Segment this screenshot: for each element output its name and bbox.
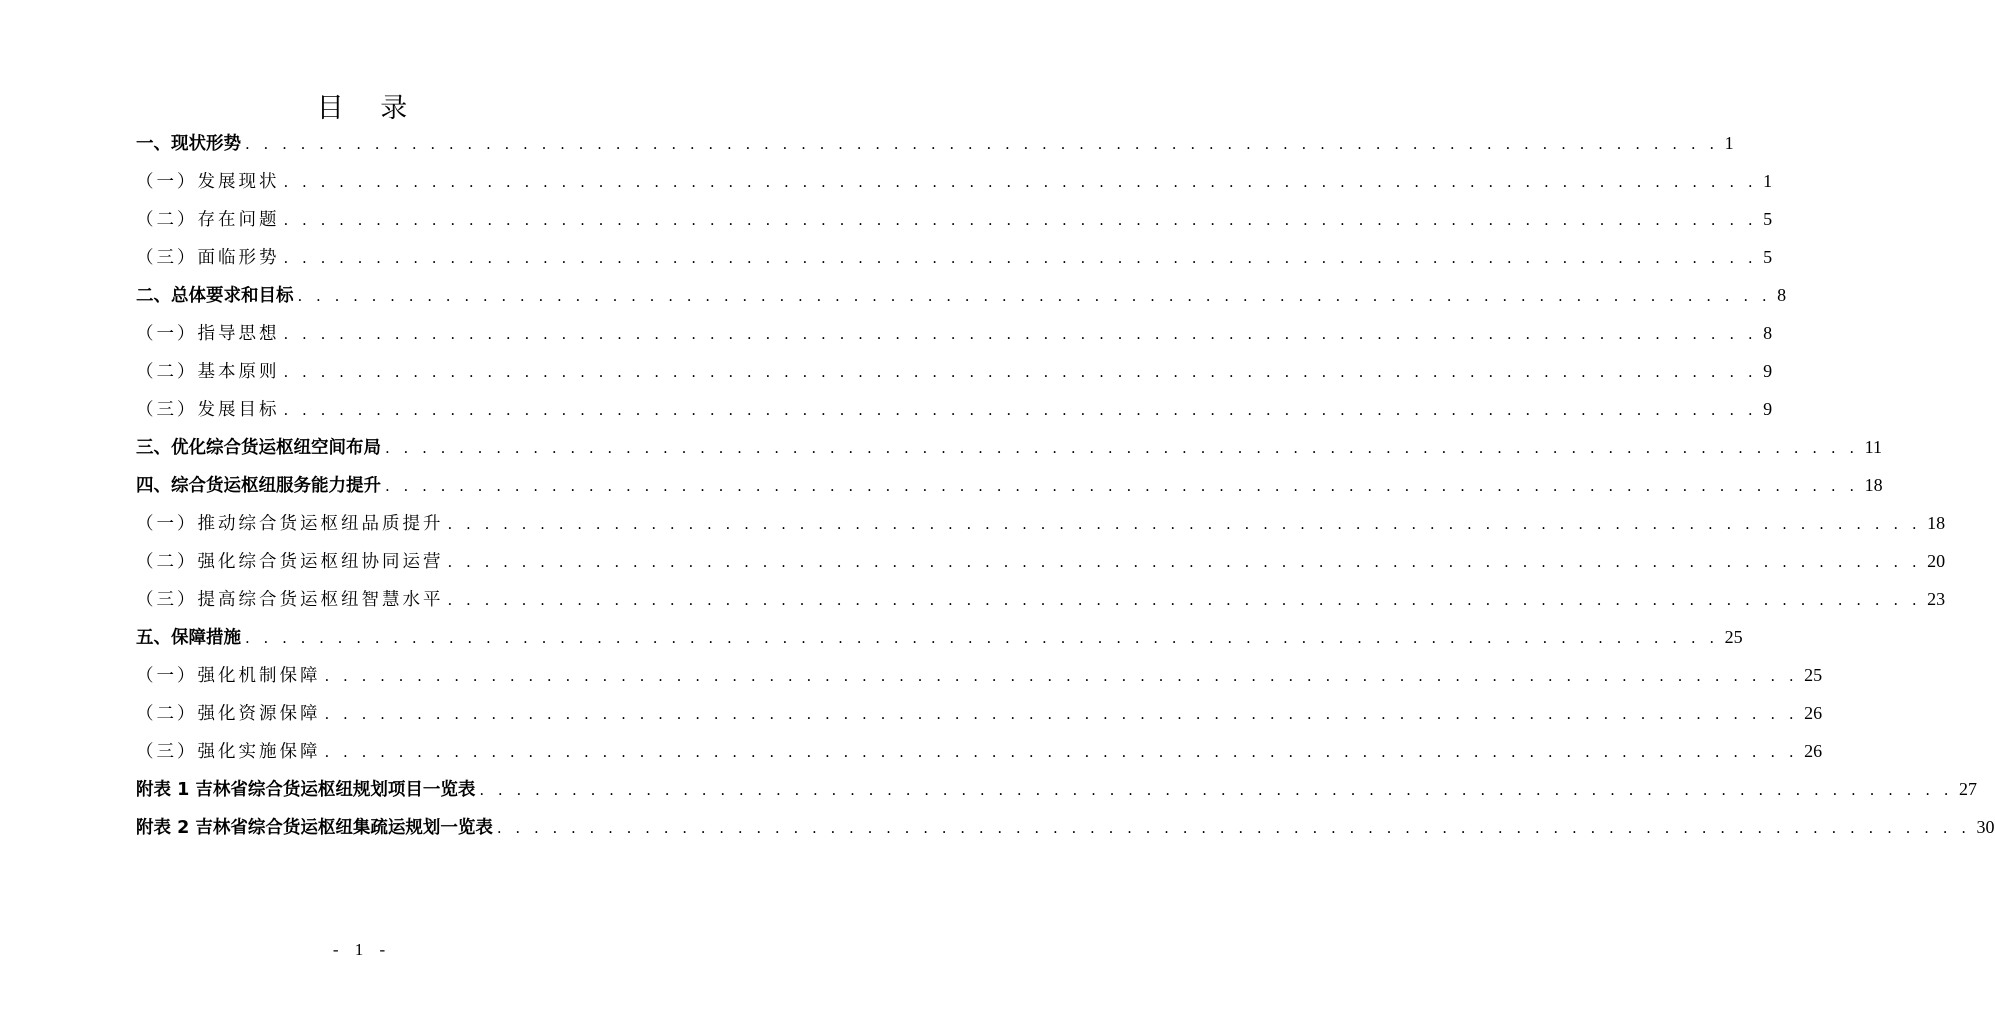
toc-entry-label: （一）推动综合货运枢纽品质提升 <box>136 514 444 534</box>
toc-entry-label: 一、现状形势 <box>136 134 241 154</box>
toc-entry-page: 25 <box>1804 665 1823 685</box>
toc-entry[interactable] <box>136 776 1977 804</box>
toc-entry-page: 23 <box>1927 589 1946 609</box>
toc-entry[interactable] <box>136 586 1946 614</box>
toc-entry[interactable] <box>136 548 1946 576</box>
toc-entry[interactable] <box>136 434 1882 462</box>
toc-entry-page: 25 <box>1724 627 1743 647</box>
toc-leader-dots: . . . . . . . . . . . . . . . . . . . . . . . . . . . . . . . . . . . . . . . . . . . . . . . . . . . . . . . . . . . . . . . . . . . . . . . . . . . . . . . . <box>245 135 1719 153</box>
toc-entry-page: 9 <box>1763 399 1773 419</box>
toc-entry[interactable] <box>136 510 1946 538</box>
toc-entry-page: 26 <box>1804 741 1823 761</box>
toc-leader-dots: . . . . . . . . . . . . . . . . . . . . . . . . . . . . . . . . . . . . . . . . . . . . . . . . . . . . . . . . . . . . . . . . . . . . . . . . . . . . . . . . <box>385 439 1859 457</box>
toc-entry-page: 27 <box>1959 779 1977 799</box>
toc-entry-label: 附表 2 吉林省综合货运枢纽集疏运规划一览表 <box>136 818 493 838</box>
toc-entry-page: 1 <box>1724 133 1734 153</box>
toc-leader-dots: . . . . . . . . . . . . . . . . . . . . . . . . . . . . . . . . . . . . . . . . . . . . . . . . . . . . . . . . . . . . . . . . . . . . . . . . . . . . . . . . <box>283 325 1758 343</box>
toc-leader-dots: . . . . . . . . . . . . . . . . . . . . . . . . . . . . . . . . . . . . . . . . . . . . . . . . . . . . . . . . . . . . . . . . . . . . . . . . . . . . . . . . <box>283 401 1758 419</box>
toc-entry[interactable] <box>136 662 1823 690</box>
toc-entry[interactable] <box>136 624 1743 652</box>
toc-entry-page: 11 <box>1864 437 1882 457</box>
toc-entry-page: 9 <box>1763 361 1773 381</box>
toc-entry[interactable] <box>136 700 1823 728</box>
toc-leader-dots: . . . . . . . . . . . . . . . . . . . . . . . . . . . . . . . . . . . . . . . . . . . . . . . . . . . . . . . . . . . . . . . . . . . . . . . . . . . . . . . . <box>297 287 1772 305</box>
toc-entry-page: 18 <box>1927 513 1946 533</box>
toc-entry-label: （三）提高综合货运枢纽智慧水平 <box>136 590 444 610</box>
toc-entry-page: 30 <box>1976 817 1995 837</box>
toc-entry-page: 18 <box>1864 475 1883 495</box>
toc-entry[interactable] <box>136 282 1787 310</box>
page-number-footer: - 1 - <box>332 940 392 959</box>
toc-entry-label: （一）发展现状 <box>136 172 280 192</box>
toc-entry-page: 5 <box>1763 209 1773 229</box>
toc-leader-dots: . . . . . . . . . . . . . . . . . . . . . . . . . . . . . . . . . . . . . . . . . . . . . . . . . . . . . . . . . . . . . . . . . . . . . . . . . . . . . . . . <box>447 515 1922 533</box>
toc-entry-page: 20 <box>1927 551 1946 571</box>
toc-entry[interactable] <box>136 358 1773 386</box>
toc-entry-label: （三）面临形势 <box>136 248 280 268</box>
toc-leader-dots: . . . . . . . . . . . . . . . . . . . . . . . . . . . . . . . . . . . . . . . . . . . . . . . . . . . . . . . . . . . . . . . . . . . . . . . . . . . . . . . . <box>324 743 1799 761</box>
toc-leader-dots: . . . . . . . . . . . . . . . . . . . . . . . . . . . . . . . . . . . . . . . . . . . . . . . . . . . . . . . . . . . . . . . . . . . . . . . . . . . . . . . . <box>447 591 1922 609</box>
toc-entry[interactable] <box>136 130 1734 158</box>
toc-entry[interactable] <box>136 396 1773 424</box>
toc-entry-label: 五、保障措施 <box>136 628 241 648</box>
toc-entry-label: 二、总体要求和目标 <box>136 286 294 306</box>
toc-entry-label: （一）指导思想 <box>136 324 280 344</box>
toc-entry-page: 26 <box>1804 703 1823 723</box>
toc-leader-dots: . . . . . . . . . . . . . . . . . . . . . . . . . . . . . . . . . . . . . . . . . . . . . . . . . . . . . . . . . . . . . . . . . . . . . . . . . . . . . . . . <box>479 781 1953 799</box>
toc-entry-label: （三）强化实施保障 <box>136 742 321 762</box>
toc-entry-label: 四、综合货运枢纽服务能力提升 <box>136 476 381 496</box>
toc-leader-dots: . . . . . . . . . . . . . . . . . . . . . . . . . . . . . . . . . . . . . . . . . . . . . . . . . . . . . . . . . . . . . . . . . . . . . . . . . . . . . . . . <box>283 249 1758 267</box>
toc-leader-dots: . . . . . . . . . . . . . . . . . . . . . . . . . . . . . . . . . . . . . . . . . . . . . . . . . . . . . . . . . . . . . . . . . . . . . . . . . . . . . . . . <box>283 173 1758 191</box>
toc-entry-page: 8 <box>1763 323 1773 343</box>
toc-leader-dots: . . . . . . . . . . . . . . . . . . . . . . . . . . . . . . . . . . . . . . . . . . . . . . . . . . . . . . . . . . . . . . . . . . . . . . . . . . . . . . . . <box>385 477 1859 495</box>
toc-entry-label: （二）存在问题 <box>136 210 280 230</box>
toc-entry[interactable] <box>136 168 1773 196</box>
toc-entry[interactable] <box>136 320 1773 348</box>
toc-entry[interactable] <box>136 738 1823 766</box>
toc-leader-dots: . . . . . . . . . . . . . . . . . . . . . . . . . . . . . . . . . . . . . . . . . . . . . . . . . . . . . . . . . . . . . . . . . . . . . . . . . . . . . . . . <box>324 705 1799 723</box>
toc-entry-label: （二）基本原则 <box>136 362 280 382</box>
toc-entry-page: 5 <box>1763 247 1773 267</box>
toc-leader-dots: . . . . . . . . . . . . . . . . . . . . . . . . . . . . . . . . . . . . . . . . . . . . . . . . . . . . . . . . . . . . . . . . . . . . . . . . . . . . . . . . <box>283 363 1758 381</box>
toc-entry-page: 1 <box>1763 171 1773 191</box>
toc-entry-label: （三）发展目标 <box>136 400 280 420</box>
toc-entry-page: 8 <box>1777 285 1787 305</box>
toc-leader-dots: . . . . . . . . . . . . . . . . . . . . . . . . . . . . . . . . . . . . . . . . . . . . . . . . . . . . . . . . . . . . . . . . . . . . . . . . . . . . . . . . <box>324 667 1799 685</box>
toc-entry[interactable] <box>136 472 1883 500</box>
toc-leader-dots: . . . . . . . . . . . . . . . . . . . . . . . . . . . . . . . . . . . . . . . . . . . . . . . . . . . . . . . . . . . . . . . . . . . . . . . . . . . . . . . . <box>283 211 1758 229</box>
toc-entry[interactable] <box>136 206 1773 234</box>
toc-entry-label: （一）强化机制保障 <box>136 666 321 686</box>
toc-leader-dots: . . . . . . . . . . . . . . . . . . . . . . . . . . . . . . . . . . . . . . . . . . . . . . . . . . . . . . . . . . . . . . . . . . . . . . . . . . . . . . . . <box>447 553 1922 571</box>
toc-entry-label: （二）强化综合货运枢纽协同运营 <box>136 552 444 572</box>
toc-entry-label: （二）强化资源保障 <box>136 704 321 724</box>
toc-leader-dots: . . . . . . . . . . . . . . . . . . . . . . . . . . . . . . . . . . . . . . . . . . . . . . . . . . . . . . . . . . . . . . . . . . . . . . . . . . . . . . . . <box>245 629 1719 647</box>
toc-leader-dots: . . . . . . . . . . . . . . . . . . . . . . . . . . . . . . . . . . . . . . . . . . . . . . . . . . . . . . . . . . . . . . . . . . . . . . . . . . . . . . . . <box>496 819 1971 837</box>
toc-entry[interactable] <box>136 244 1773 272</box>
toc-entry[interactable] <box>136 814 1995 842</box>
toc-entry-label: 附表 1 吉林省综合货运枢纽规划项目一览表 <box>136 780 476 800</box>
toc-entry-label: 三、优化综合货运枢纽空间布局 <box>136 438 381 458</box>
page-title: 目 录 <box>316 93 422 124</box>
